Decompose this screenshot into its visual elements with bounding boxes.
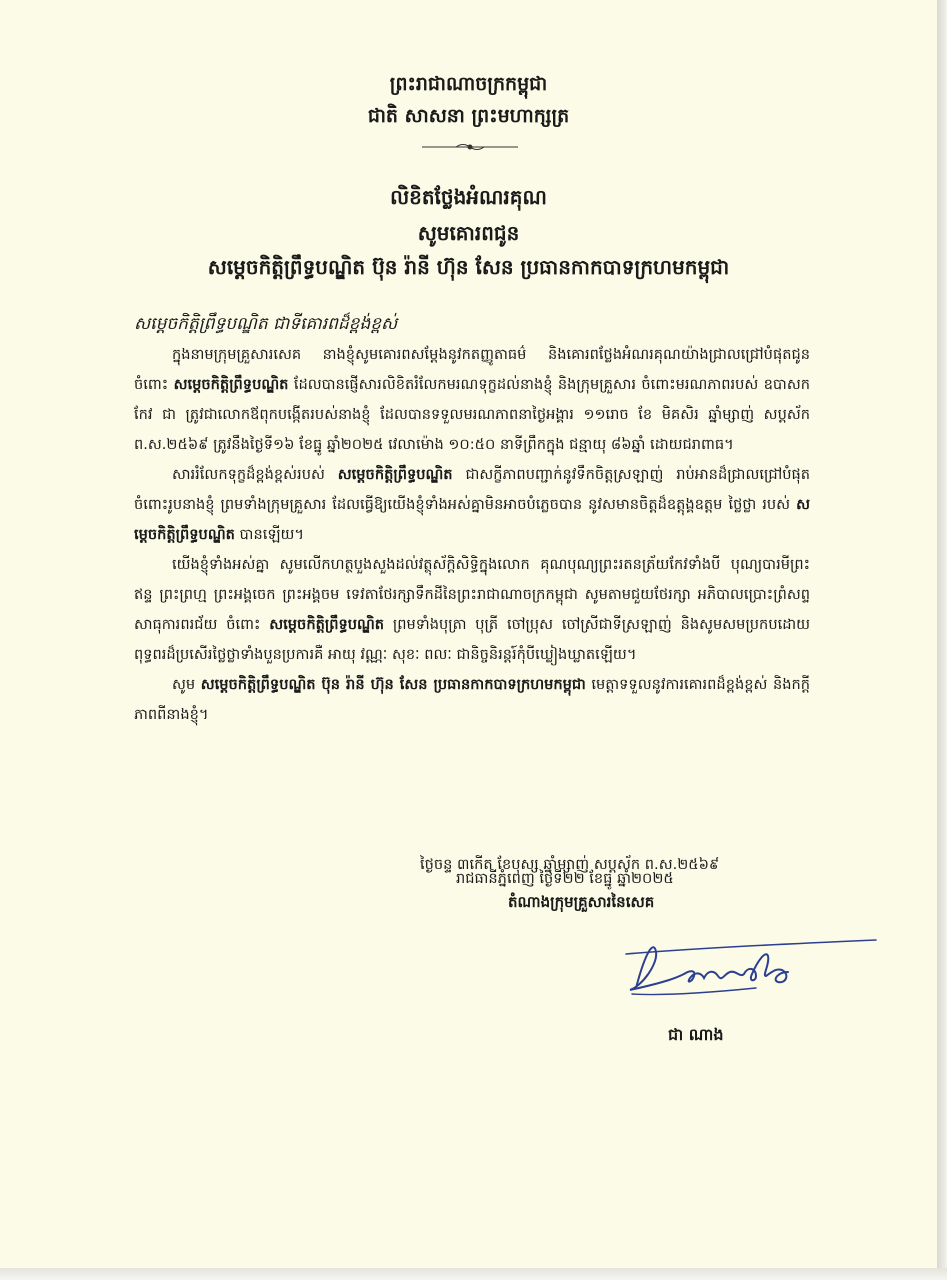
page-edge-shadow [937,0,947,1280]
ornament-divider [420,141,520,153]
lunar-date: ថ្ងៃចន្ទ ៣កើត ខែបុស្ស ឆ្នាំម្សាញ់ សប្តស័ក ព.ស.២៥៦៩ [420,856,720,873]
p2-honorific-1: សម្តេចកិត្តិព្រឹទ្ធបណ្ឌិត [337,466,453,483]
p2-text-b: ជាសក្ខីភាពបញ្ជាក់នូវទឹកចិត្តស្រឡាញ់ រាប់អានដ៏ជ្រាលជ្រៅបំផុត ចំពោះរូបនាងខ្ញុំ ព្រមទាំងក្រុមគ្រួសារ ដែលធ្វើឱ្យយើងខ្ញុំទាំងអស់គ្នាមិនអាចបំភ្លេចបាន នូវសមានចិត្តដ៏ឧត្តុង្គឧត្តម ថ្លៃថ្លា របស់ [134,466,811,513]
p4-text-a: សូម [172,676,196,693]
paragraph-1 [134,340,810,460]
salutation: សម្តេចកិត្តិព្រឹទ្ធបណ្ឌិត ជាទីគោរពដ៏ខ្ពង់ខ្ពស់ [134,314,398,334]
handwritten-signature [606,930,886,1010]
place-date: រាជធានីភ្នំពេញ ថ្ងៃទី២២ ខែធ្នូ ឆ្នាំ២០២៥ [456,870,674,887]
recipient-line: សម្តេចកិត្តិព្រឹទ្ធបណ្ឌិត ប៊ុន រ៉ានី ហ៊ុន សែន ប្រធានកាកបាទក្រហមកម្ពុជា [207,255,730,279]
p4-recipient: សម្តេចកិត្តិព្រឹទ្ធបណ្ឌិត ប៊ុន រ៉ានី ហ៊ុន សែន ប្រធានកាកបាទក្រហមកម្ពុជា [200,676,586,693]
p3-honorific: សម្តេចកិត្តិព្រឹទ្ធបណ្ឌិត [269,616,385,633]
page-bottom-shadow [0,1268,947,1280]
paragraph-3 [134,550,810,670]
signer-name: ជា ណាង [668,1025,724,1044]
p1-text-a: ក្នុងនាមក្រុមគ្រួសារសេគ នាងខ្ញុំសូមគោរពសម្តែងនូវកតញ្ញូតាធម៌ និងគោរពថ្លែងអំណរគុណយ៉ាងជ្រាលជ្រៅបំផុតជូនចំពោះ [134,346,810,393]
p4-text-b: មេត្តាទទួលនូវការគោរពដ៏ខ្ពង់ខ្ពស់ និងកក្តីភាពពីនាងខ្ញុំ។ [134,676,810,723]
p3-text-b: ព្រមទាំងបុត្រា បុត្រី ចៅប្រុស ចៅស្រីជាទីស្រឡាញ់ និងសូមសមប្រកបដោយពុទ្ធពរដ៏ប្រសើរថ្លៃថ្លាទាំងបួនប្រការគឺ អាយុ វណ្ណៈ សុខៈ ពលៈ ជានិច្ចនិរន្តរ៍កុំបីឃ្លៀងឃ្លាតឡើយ។ [134,616,811,663]
p2-text-a: សាររំលែកទុក្ខដ៏ខ្ពង់ខ្ពស់របស់ [172,466,325,483]
p3-text-a: យើងខ្ញុំទាំងអស់គ្នា សូមលើកហត្ថបួងសួងដល់វត្ថុស័ក្តិសិទ្ធិក្នុងលោក គុណបុណ្យព្រះរតនត្រ័យកែវទាំងបី បុណ្យបារមីព្រះឥន្ទ ព្រះព្រហ្ម ព្រះអង្គចេក ព្រះអង្គចម ទេវតាថែរក្សាទឹកដីនៃព្រះរាជាណាចក្រកម្ពុជា សូមតាមជួយថែរក្សា អភិបាលប្រោះព្រំសព្ទសាធុការពរជ័យ ចំពោះ [134,556,810,633]
national-motto: ជាតិ សាសនា ព្រះមហាក្សត្រ [367,105,570,127]
p1-text-b: ដែលបានផ្ញើសារលិខិតរំលែកមរណទុក្ខដល់នាងខ្ញុំ និងក្រុមគ្រួសារ ចំពោះមរណភាពរបស់ ឧបាសក កែវ ជា ត្រូវជាលោកឪពុកបង្កើតរបស់នាងខ្ញុំ ដែលបានទទួលមរណភាពនាថ្ងៃអង្គារ ១១រោច ខែ មិគសិរ ឆ្នាំម្សាញ់ សប្តស័ក ព.ស.២៥៦៩ ត្រូវនឹងថ្ងៃទី១៦ ខែធ្នូ ឆ្នាំ២០២៥ វេលាម៉ោង ១០:៥០ នាទីព្រឹកក្នុង ជន្មាយុ ៨៦ឆ្នាំ ដោយជរាពាធ។ [134,376,810,453]
letter-title: លិខិតថ្លែងអំណរគុណ [390,185,547,209]
paragraph-2 [134,460,810,550]
p2-honorific-2: សម្តេចកិត្តិព្រឹទ្ធបណ្ឌិត [134,496,810,543]
p2-text-c: បានឡើយ។ [239,526,305,543]
kingdom-heading: ព្រះរាជាណាចក្រកម្ពុជា [389,73,548,95]
letter-body [134,340,810,730]
respect-line: សូមគោរពជូន [417,221,520,245]
paragraph-4 [134,670,810,730]
p1-honorific: សម្តេចកិត្តិព្រឹទ្ធបណ្ឌិត [173,376,289,393]
signer-title: តំណាងក្រុមគ្រួសារនៃសេគ [508,893,655,911]
